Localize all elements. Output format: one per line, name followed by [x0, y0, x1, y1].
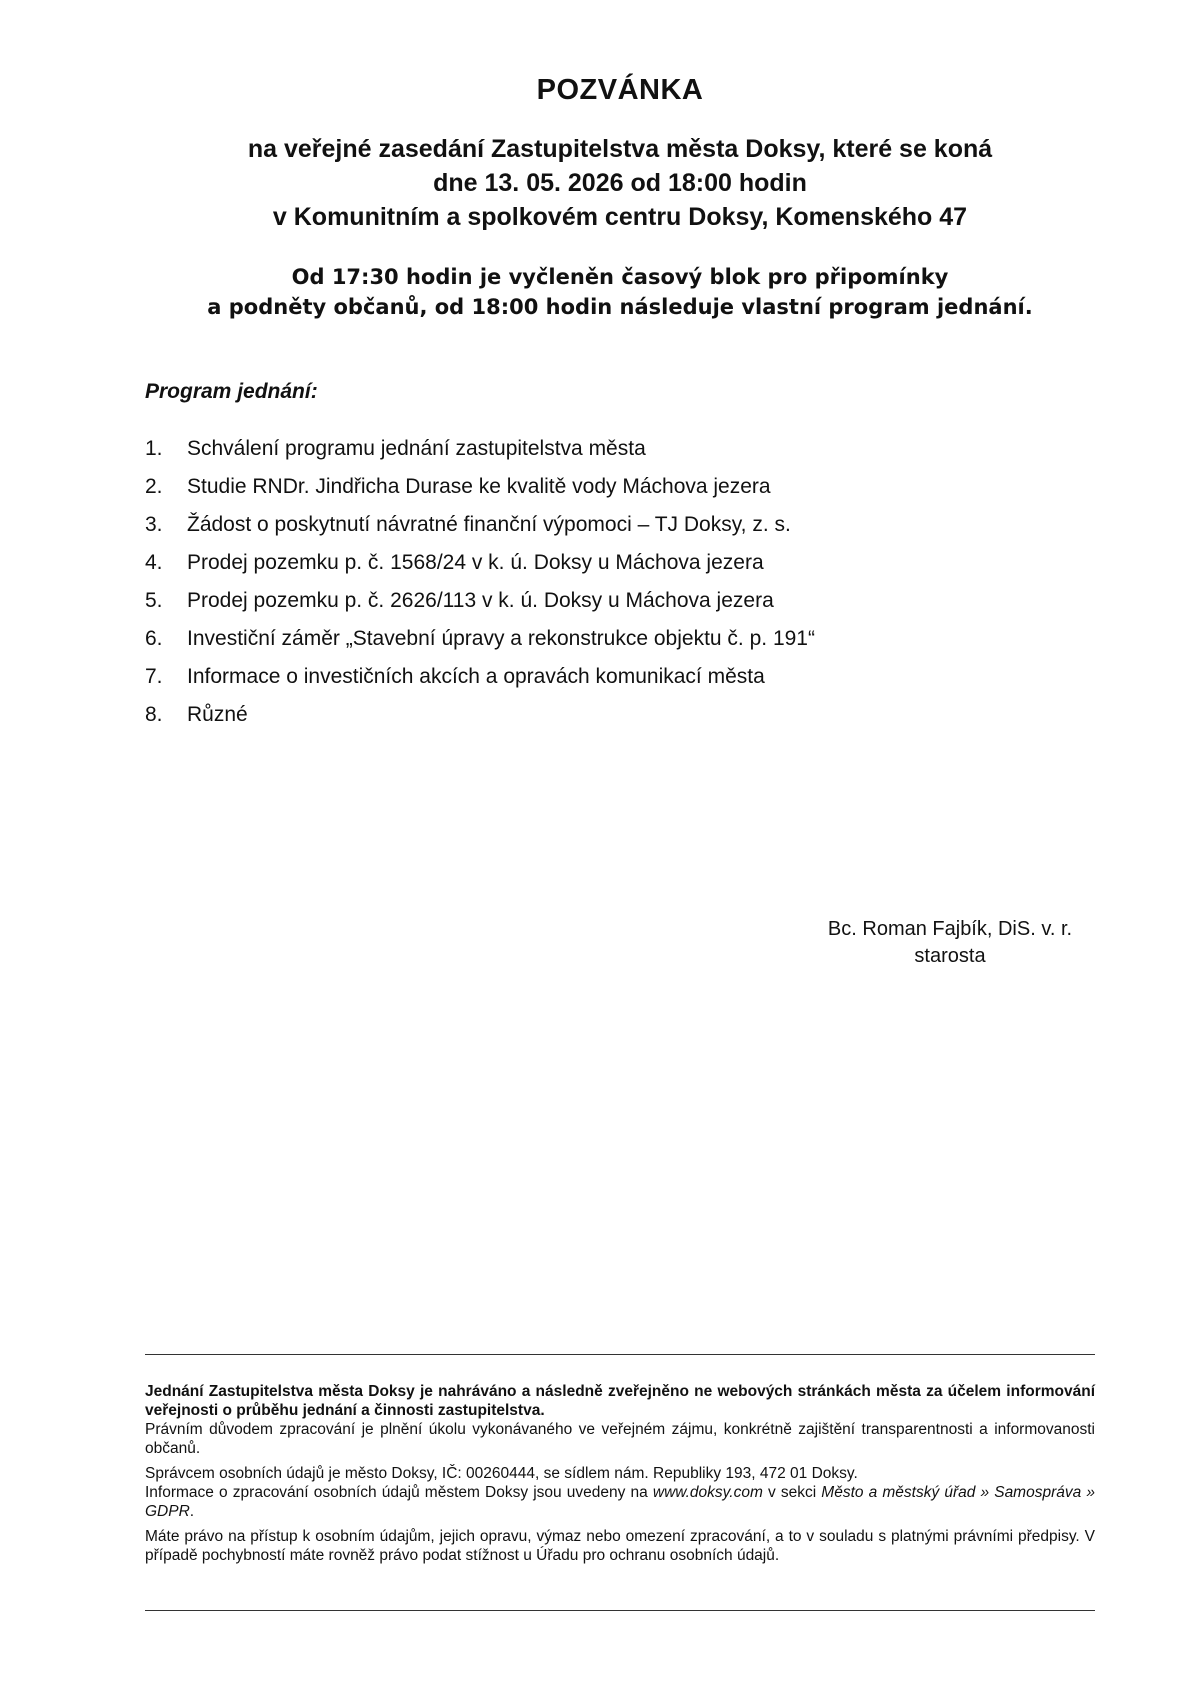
meeting-details [150, 132, 1090, 234]
info-middle: v sekci [762, 1484, 822, 1501]
website-link[interactable]: www.doksy.com [652, 1484, 763, 1501]
program-item [145, 626, 1045, 664]
program-item-text: Informace o investičních akcích a opravách komunikací města [187, 665, 765, 688]
notice-line: Od 17:30 hodin je vyčleněn časový blok pro připomínky [291, 265, 949, 289]
info-prefix: Informace o zpracování osobních údajů městem Doksy jsou uvedeny na [145, 1484, 653, 1501]
program-item-number: 6. [145, 627, 163, 650]
program-item [145, 702, 1045, 740]
meeting-details-line: na veřejné zasedání Zastupitelstva města Doksy, které se koná [247, 135, 993, 163]
program-item-number: 1. [145, 437, 163, 460]
notice-line: a podněty občanů, od 18:00 hodin následuje vlastní program jednání. [207, 295, 1033, 319]
program-item [145, 512, 1045, 550]
program-item-number: 7. [145, 665, 163, 688]
meeting-venue-line: v Komunitním a spolkovém centru Doksy, Komenského 47 [272, 203, 968, 231]
controller-text: Správcem osobních údajů je město Doksy, IČ: 00260444, se sídlem nám. Republiky 193, 472 01 Doksy. [145, 1465, 858, 1482]
program-list [145, 436, 1045, 740]
divider [145, 1610, 1095, 1611]
rights-text: Máte právo na přístup k osobním údajům, jejich opravu, výmaz nebo omezení zpracování, a to v souladu s platnými právními předpisy. V případě pochybností máte rovněž právo podat stížnost u Úřadu pro ochranu osobních údajů. [145, 1528, 1095, 1564]
info-suffix: . [189, 1503, 195, 1520]
program-item-text: Studie RNDr. Jindřicha Durase ke kvalitě vody Máchova jezera [187, 475, 771, 498]
privacy-paragraph [145, 1382, 1095, 1458]
program-item-text: Investiční záměr „Stavební úpravy a rekonstrukce objektu č. p. 191“ [187, 627, 815, 650]
program-item [145, 664, 1045, 702]
program-item-text: Prodej pozemku p. č. 2626/113 v k. ú. Doksy u Máchova jezera [187, 589, 774, 612]
program-item-number: 3. [145, 513, 163, 536]
program-item-text: Prodej pozemku p. č. 1568/24 v k. ú. Doksy u Máchova jezera [187, 551, 764, 574]
program-heading: Program jednání: [145, 380, 318, 403]
legal-basis-text: Právním důvodem zpracování je plnění úkolu vykonávaného ve veřejném zájmu, konkrétně zajištění transparentnosti a informovanosti občanů. [145, 1421, 1095, 1457]
program-item-text: Různé [187, 703, 248, 726]
program-item-number: 2. [145, 475, 163, 498]
program-item-number: 5. [145, 589, 163, 612]
program-item-text: Schválení programu jednání zastupitelstva města [187, 437, 646, 460]
divider [145, 1354, 1095, 1355]
program-item-number: 8. [145, 703, 163, 726]
program-item-text: Žádost o poskytnutí návratné finanční výpomoci – TJ Doksy, z. s. [187, 513, 791, 536]
gdpr-section-path: Město a městský úřad » Samospráva » GDPR [145, 1484, 1095, 1520]
program-item [145, 474, 1045, 512]
privacy-paragraph [145, 1527, 1095, 1565]
recording-statement: Jednání Zastupitelstva města Doksy je nahráváno a následně zveřejněno ne webových stránkách města za účelem informování veřejnosti o průběhu jednání a činnosti zastupitelstva. [145, 1383, 1095, 1419]
public-comments-notice [150, 262, 1090, 322]
signatory-role: starosta [914, 945, 986, 967]
document-title: POZVÁNKA [536, 74, 704, 106]
privacy-notice [145, 1382, 1095, 1571]
program-item [145, 550, 1045, 588]
signatory-name: Bc. Roman Fajbík, DiS. v. r. [827, 918, 1073, 940]
program-item [145, 436, 1045, 474]
meeting-date-line: dne 13. 05. 2026 od 18:00 hodin [433, 169, 807, 197]
program-item [145, 588, 1045, 626]
signature-block [770, 916, 1130, 970]
privacy-paragraph [145, 1464, 1095, 1521]
program-item-number: 4. [145, 551, 163, 574]
